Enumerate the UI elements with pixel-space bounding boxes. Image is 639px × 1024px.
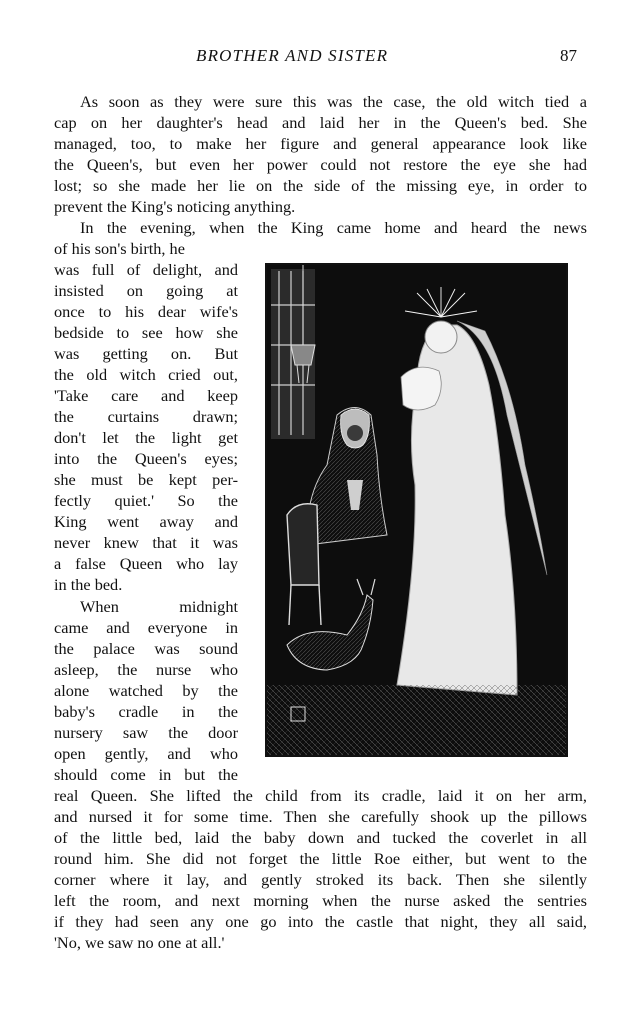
text-line: the old witch cried out,	[54, 365, 238, 384]
text-line: lost; so she made her lie on the side of the missing eye, in order to	[54, 176, 587, 195]
text-line: the Queen's, but even her power could not restore the eye she had	[54, 155, 587, 174]
text-line: if they had seen any one go into the castle that night, they all said,	[54, 912, 587, 931]
text-line: bedside to see how she	[54, 323, 238, 342]
text-line: in the bed.	[54, 575, 123, 594]
page-header	[0, 46, 639, 72]
text-line: asleep, the nurse who	[54, 660, 238, 679]
text-line: don't let the light get	[54, 428, 238, 447]
text-line: left the room, and next morning when the nurse asked the sentries	[54, 891, 587, 910]
text-line: When midnight	[80, 597, 238, 616]
text-line: insisted on going at	[54, 281, 238, 300]
text-line: the palace was sound	[54, 639, 238, 658]
text-line: prevent the King's noticing anything.	[54, 197, 296, 216]
text-line: alone watched by the	[54, 681, 238, 700]
running-title: BROTHER AND SISTER	[196, 46, 389, 65]
text-line: was getting on. But	[54, 344, 238, 363]
text-line: never knew that it was	[54, 533, 238, 552]
illustration-art	[267, 265, 566, 755]
text-line: open gently, and who	[54, 744, 238, 763]
text-line: a false Queen who lay	[54, 554, 238, 573]
text-line: of the little bed, laid the baby down and tucked the coverlet in all	[54, 828, 587, 847]
engraving-illustration	[265, 263, 568, 757]
text-line: fectly quiet.' So the	[54, 491, 238, 510]
text-line: should come in but the	[54, 765, 238, 784]
page-number: 87	[560, 46, 577, 65]
text-line: was full of delight, and	[54, 260, 238, 279]
text-line: 'No, we saw no one at all.'	[54, 933, 225, 952]
text-line: once to his dear wife's	[54, 302, 238, 321]
text-line: round him. She did not forget the little Roe either, but went to the	[54, 849, 587, 868]
text-line: and nursed it for some time. Then she carefully shook up the pillows	[54, 807, 587, 826]
text-line: 'Take care and keep	[54, 386, 238, 405]
text-line: she must be kept per-	[54, 470, 238, 489]
text-line: into the Queen's eyes;	[54, 449, 238, 468]
text-line: came and everyone in	[54, 618, 238, 637]
text-line: baby's cradle in the	[54, 702, 238, 721]
text-line: the curtains drawn;	[54, 407, 238, 426]
text-line: of his son's birth, he	[54, 239, 185, 258]
text-line: corner where it lay, and gently stroked its back. Then she silently	[54, 870, 587, 889]
text-line: managed, too, to make her figure and general appearance look like	[54, 134, 587, 153]
text-line: real Queen. She lifted the child from its cradle, laid it on her arm,	[54, 786, 587, 805]
text-line: In the evening, when the King came home and heard the news	[80, 218, 587, 237]
text-line: nursery saw the door	[54, 723, 238, 742]
text-line: As soon as they were sure this was the case, the old witch tied a	[80, 92, 587, 111]
text-line: cap on her daughter's head and laid her in the Queen's bed. She	[54, 113, 587, 132]
text-line: King went away and	[54, 512, 238, 531]
